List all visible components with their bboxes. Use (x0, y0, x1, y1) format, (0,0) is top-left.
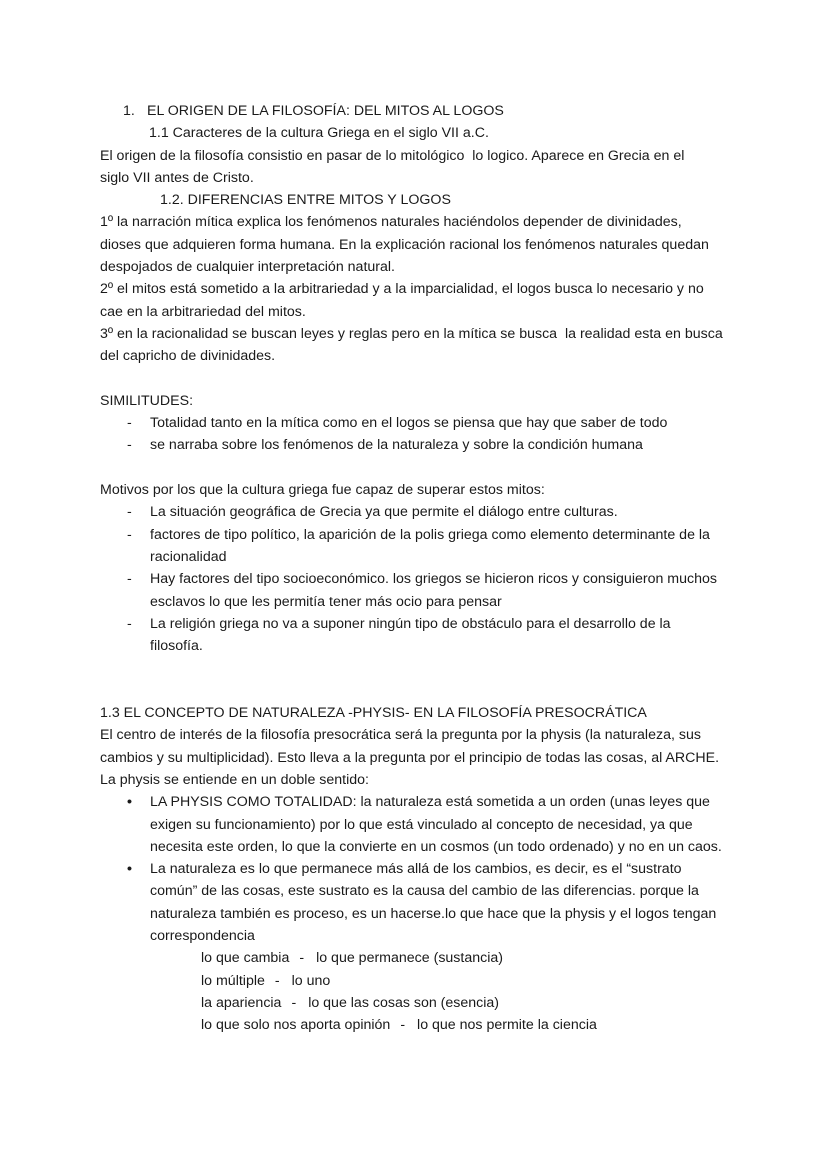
list-item (100, 412, 760, 434)
pair-right: lo que nos permite la ciencia (417, 1017, 597, 1034)
list-item-text: La naturaleza es lo que permanece más allá de los cambios, es decir, es el “sustrato (150, 861, 682, 878)
paragraph-line: El centro de interés de la filosofía presocrática será la pregunta por la physis (la naturaleza, sus (100, 727, 701, 744)
similitudes-list (100, 412, 760, 457)
list-item-text: filosofía. (150, 638, 203, 655)
motivos-heading: Motivos por los que la cultura griega fue capaz de superar estos mitos: (100, 482, 545, 499)
list-item-line (100, 635, 760, 657)
pair-separator: - (400, 1017, 406, 1034)
list-item-text: se narraba sobre los fenómenos de la naturaleza y sobre la condición humana (150, 437, 643, 454)
physis-bullet-list (100, 791, 760, 947)
heading-number: 1. (123, 103, 135, 119)
list-item-line (100, 791, 760, 813)
dash-bullet-icon: - (127, 526, 132, 543)
list-item-line (100, 434, 760, 456)
list-item-text: racionalidad (150, 548, 227, 565)
motivos-list (100, 501, 760, 657)
pair-separator: - (291, 994, 297, 1011)
dash-bullet-icon: - (127, 504, 132, 521)
list-item-text: común” de las cosas, este sustrato es la causa del cambio de las diferencias. porque la (150, 883, 699, 900)
pair-right: lo uno (291, 972, 331, 989)
list-item-line (100, 524, 760, 546)
list-item (100, 434, 760, 456)
paragraph-line: La physis se entiende en un doble sentido: (100, 771, 369, 788)
pair-left: la apariencia (201, 994, 282, 1011)
dash-bullet-icon: - (127, 415, 132, 432)
list-item-text: La religión griega no va a suponer ningún tipo de obstáculo para el desarrollo de la (150, 615, 671, 632)
section-heading (100, 100, 760, 122)
contrast-pairs (100, 947, 760, 1036)
paragraph-line: siglo VII antes de Cristo. (100, 169, 254, 186)
heading-title: EL ORIGEN DE LA FILOSOFÍA: DEL MITOS AL LOGOS (147, 103, 504, 119)
contrast-pair (100, 947, 760, 969)
list-item-line (100, 613, 760, 635)
pair-left: lo que cambia (201, 950, 290, 967)
subheading-1-3: 1.3 EL CONCEPTO DE NATURALEZA -PHYSIS- EN LA FILOSOFÍA PRESOCRÁTICA (100, 705, 647, 722)
list-item-text: factores de tipo político, la aparición de la polis griega como elemento determinante de la (150, 526, 710, 543)
pair-right: lo que las cosas son (esencia) (308, 994, 500, 1011)
paragraph-line: del capricho de divinidades. (100, 348, 276, 365)
list-item-line (100, 546, 760, 568)
list-item-line (100, 568, 760, 590)
list-item (100, 613, 760, 658)
dot-bullet-icon: • (127, 861, 132, 878)
list-item (100, 791, 760, 858)
list-item (100, 568, 760, 613)
list-item-text: LA PHYSIS COMO TOTALIDAD: la naturaleza está sometida a un orden (unas leyes que (150, 794, 710, 811)
similitudes-heading: SIMILITUDES: (100, 392, 194, 409)
list-item-line (100, 836, 760, 858)
paragraph-line: cambios y su multiplicidad). Esto lleva a la pregunta por el principio de todas las cosas, al ARCHE. (100, 749, 720, 766)
list-item-line (100, 880, 760, 902)
paragraph-line: dioses que adquieren forma humana. En la explicación racional los fenómenos naturales quedan (100, 236, 709, 253)
dash-bullet-icon: - (127, 437, 132, 454)
list-item-text: La situación geográfica de Grecia ya que permite el diálogo entre culturas. (150, 504, 618, 521)
list-item (100, 501, 760, 523)
dash-bullet-icon: - (127, 615, 132, 632)
list-item-text: Hay factores del tipo socioeconómico. los griegos se hicieron ricos y consiguieron muchos (150, 571, 717, 588)
contrast-pair (100, 992, 760, 1014)
contrast-pair (100, 1014, 760, 1036)
list-item-text: exigen su funcionamiento) por lo que está vinculado al concepto de necesidad, ya que (150, 816, 693, 833)
list-item (100, 524, 760, 569)
list-item-line (100, 501, 760, 523)
document-page (100, 100, 760, 1036)
dot-bullet-icon: • (127, 794, 132, 811)
dash-bullet-icon: - (127, 571, 132, 588)
paragraph-line: 3º en la racionalidad se buscan leyes y reglas pero en la mítica se busca la realidad esta en busca (100, 325, 723, 342)
pair-separator: - (299, 950, 305, 967)
paragraph-line: cae en la arbitrariedad del mitos. (100, 303, 306, 320)
subheading-1-2: 1.2. DIFERENCIAS ENTRE MITOS Y LOGOS (160, 192, 451, 209)
list-item-text: necesita este orden, lo que la convierte en un cosmos (un todo ordenado) y no en un caos. (150, 838, 722, 855)
list-item-line (100, 903, 760, 925)
list-item-line (100, 591, 760, 613)
paragraph-line: despojados de cualquier interpretación natural. (100, 259, 395, 276)
pair-right: lo que permanece (sustancia) (316, 950, 503, 967)
list-item (100, 858, 760, 947)
pair-left: lo que solo nos aporta opinión (201, 1017, 391, 1034)
paragraph-line: El origen de la filosofía consistio en pasar de lo mitológico lo logico. Aparece en Grecia en el (100, 147, 685, 164)
list-item-text: esclavos lo que les permitía tener más ocio para pensar (150, 593, 502, 610)
pair-left: lo múltiple (201, 972, 265, 989)
pair-separator: - (274, 972, 280, 989)
paragraph-line: 1º la narración mítica explica los fenómenos naturales haciéndolos depender de divinidades, (100, 214, 682, 231)
list-item-text: correspondencia (150, 927, 255, 944)
list-item-line (100, 412, 760, 434)
list-item-line (100, 814, 760, 836)
subheading-1-1: 1.1 Caracteres de la cultura Griega en el siglo VII a.C. (149, 125, 489, 142)
list-item-text: Totalidad tanto en la mítica como en el logos se piensa que hay que saber de todo (150, 415, 668, 432)
list-item-line (100, 925, 760, 947)
paragraph-line: 2º el mitos está sometido a la arbitrariedad y a la imparcialidad, el logos busca lo necesario y no (100, 281, 704, 298)
contrast-pair (100, 970, 760, 992)
list-item-text: naturaleza también es proceso, es un hacerse.lo que hace que la physis y el logos tengan (150, 905, 717, 922)
list-item-line (100, 858, 760, 880)
